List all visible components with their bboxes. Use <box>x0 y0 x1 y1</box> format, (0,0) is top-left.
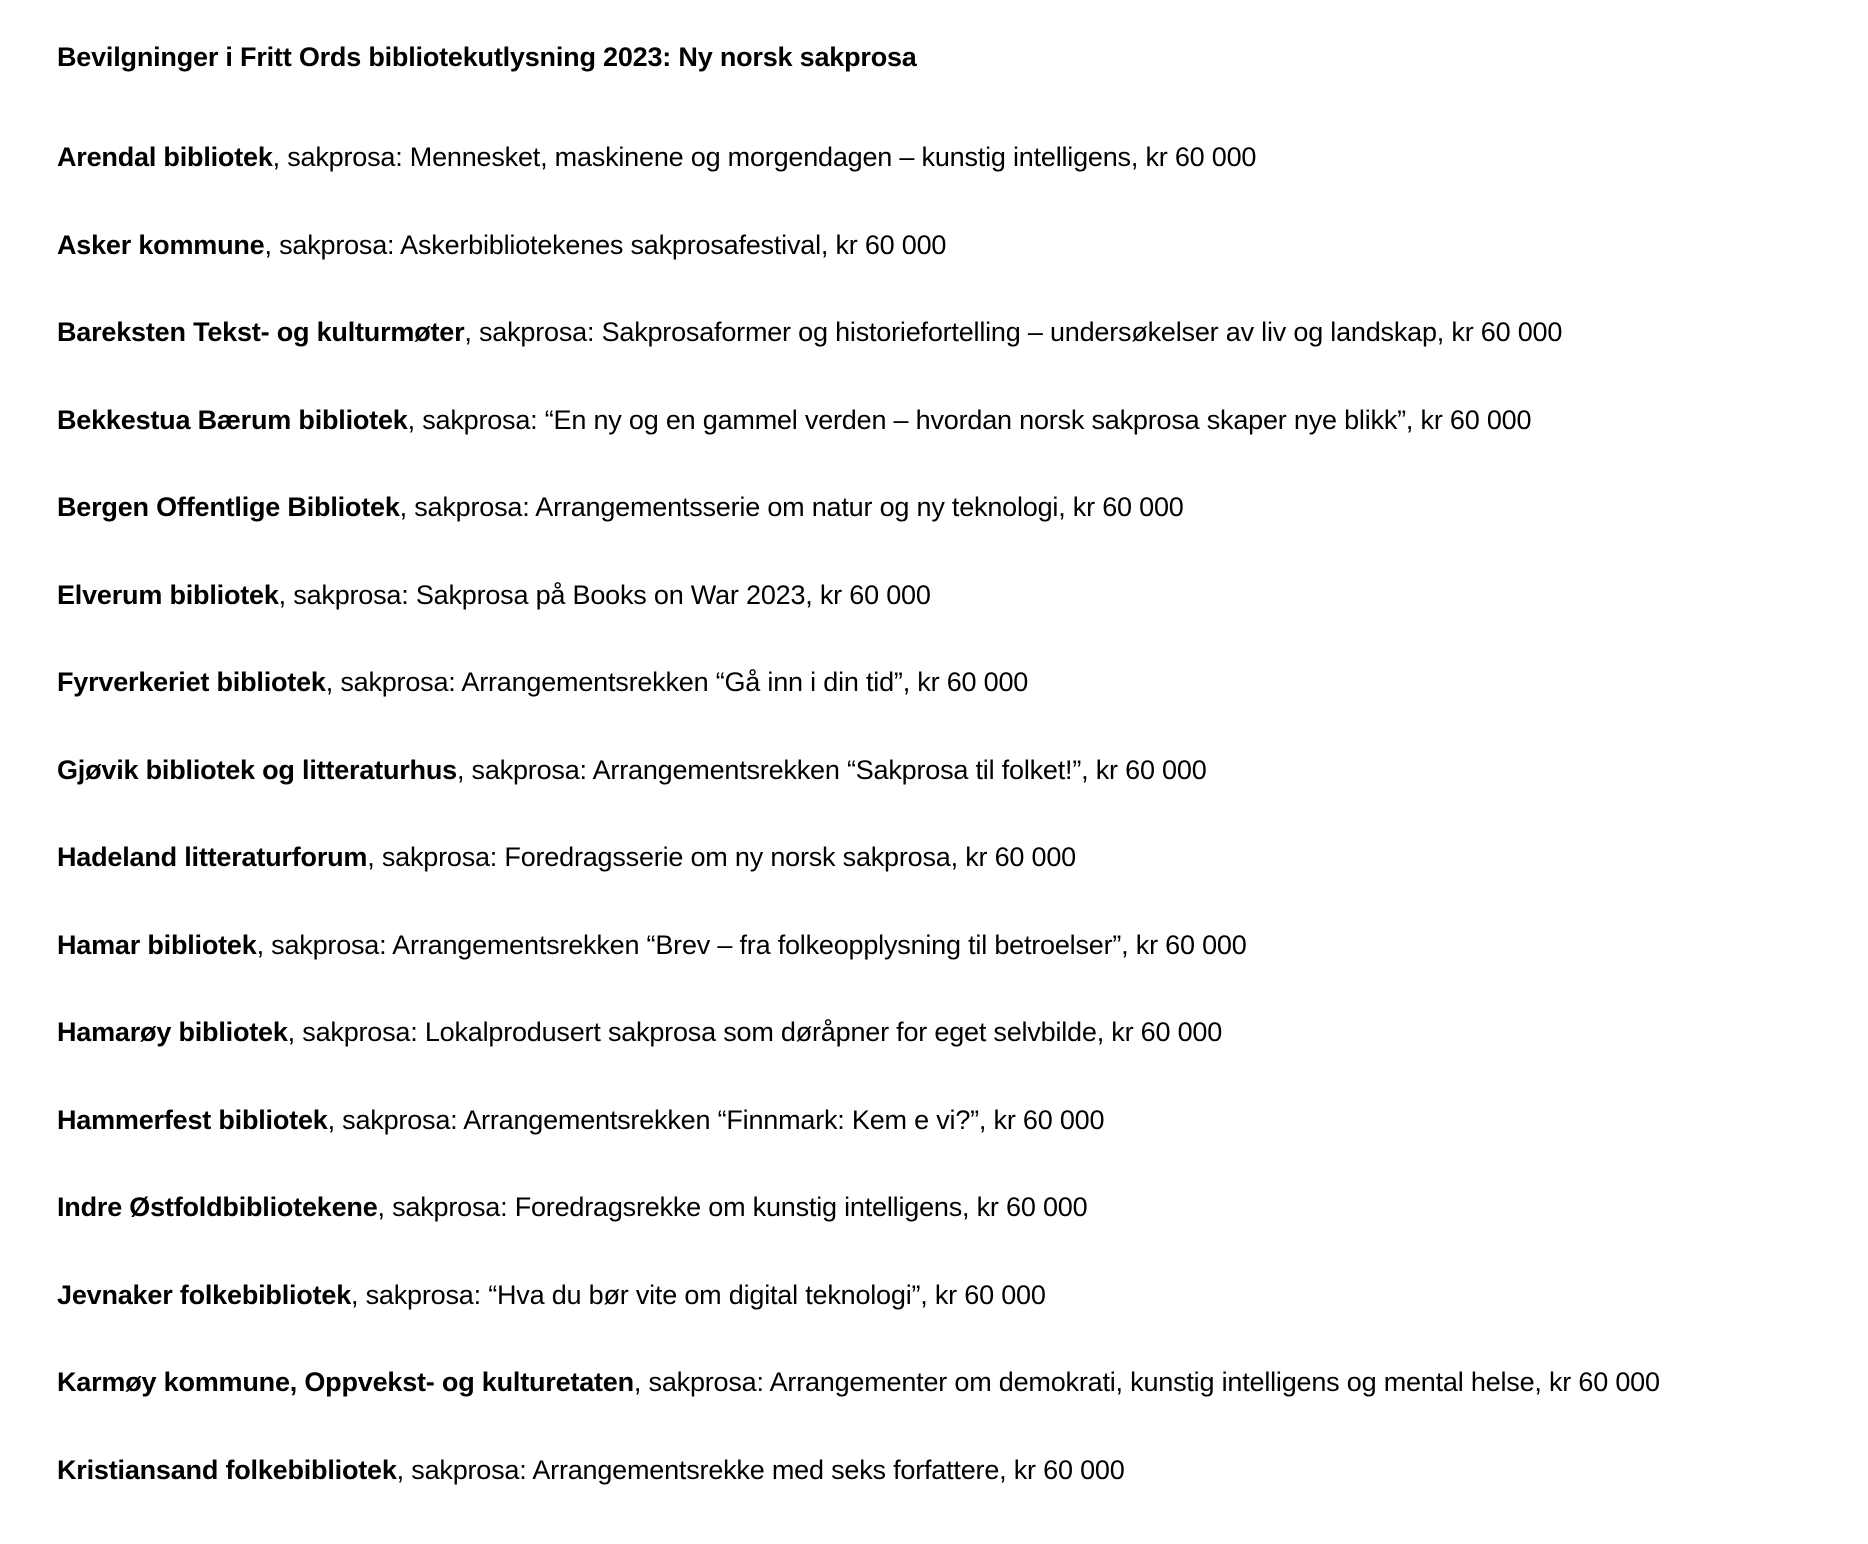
list-item <box>57 573 1707 617</box>
list-item <box>57 1360 1707 1404</box>
grant-recipient: Fyrverkeriet bibliotek <box>57 667 326 697</box>
grant-description: , sakprosa: Arrangementsrekke med seks forfattere, kr 60 000 <box>396 1454 1125 1485</box>
grant-recipient: Elverum bibliotek <box>57 579 279 610</box>
grant-recipient: Karmøy kommune, Oppvekst- og kulturetaten <box>57 1367 634 1397</box>
grant-description: , sakprosa: Foredragsserie om ny norsk sakprosa, kr 60 000 <box>367 842 1076 872</box>
grant-recipient: Kristiansand folkebibliotek <box>57 1454 397 1485</box>
grant-description: , sakprosa: Arrangementsrekken “Gå inn i din tid”, kr 60 000 <box>325 667 1029 697</box>
list-item <box>57 1273 1707 1317</box>
list-item <box>57 923 1707 967</box>
list-item <box>57 310 1707 354</box>
grant-description: , sakprosa: Sakprosaformer og historiefortelling – undersøkelser av liv og landskap, kr 60 000 <box>464 317 1563 347</box>
list-item <box>57 1098 1707 1142</box>
grant-recipient: Hadeland litteraturforum <box>57 842 368 872</box>
grant-description: , sakprosa: Lokalprodusert sakprosa som døråpner for eget selvbilde, kr 60 000 <box>287 1017 1223 1047</box>
grant-description: , sakprosa: Foredragsrekke om kunstig intelligens, kr 60 000 <box>377 1192 1088 1222</box>
list-item <box>57 835 1707 879</box>
list-item <box>57 135 1707 179</box>
grant-recipient: Bekkestua Bærum bibliotek <box>57 404 408 435</box>
grant-description: , sakprosa: Arrangementsrekken “Finnmark: Kem e vi?”, kr 60 000 <box>327 1104 1105 1135</box>
list-item <box>57 1185 1707 1229</box>
grant-description: , sakprosa: Askerbibliotekenes sakprosafestival, kr 60 000 <box>264 229 947 260</box>
grant-list <box>57 135 1707 1492</box>
grant-recipient: Hamar bibliotek <box>57 929 257 960</box>
grant-recipient: Indre Østfoldbibliotekene <box>57 1192 378 1222</box>
grant-recipient: Hammerfest bibliotek <box>57 1104 328 1135</box>
grant-description: , sakprosa: Arrangementer om demokrati, kunstig intelligens og mental helse, kr 60 000 <box>633 1367 1660 1397</box>
grant-recipient: Hamarøy bibliotek <box>57 1017 288 1047</box>
grant-description: , sakprosa: Arrangementsrekken “Brev – fra folkeopplysning til betroelser”, kr 60 000 <box>256 929 1247 960</box>
list-item <box>57 485 1707 529</box>
grant-description: , sakprosa: Sakprosa på Books on War 2023, kr 60 000 <box>278 579 931 610</box>
grant-description: , sakprosa: Arrangementsrekken “Sakprosa til folket!”, kr 60 000 <box>456 754 1207 785</box>
grant-description: , sakprosa: “En ny og en gammel verden – hvordan norsk sakprosa skaper nye blikk”, kr 60 000 <box>407 404 1532 435</box>
document-body <box>57 35 1707 1535</box>
list-item <box>57 1448 1707 1492</box>
list-item <box>57 748 1707 792</box>
grant-recipient: Arendal bibliotek <box>57 142 273 172</box>
grant-description: , sakprosa: Mennesket, maskinene og morgendagen – kunstig intelligens, kr 60 000 <box>272 142 1257 172</box>
list-item <box>57 1010 1707 1054</box>
grant-recipient: Jevnaker folkebibliotek <box>57 1279 352 1310</box>
grant-recipient: Gjøvik bibliotek og litteraturhus <box>57 754 457 785</box>
list-item <box>57 398 1707 442</box>
list-item <box>57 223 1707 267</box>
grant-description: , sakprosa: Arrangementsserie om natur og ny teknologi, kr 60 000 <box>399 492 1184 522</box>
grant-recipient: Asker kommune <box>57 229 265 260</box>
grant-recipient: Bergen Offentlige Bibliotek <box>57 492 400 522</box>
grant-recipient: Bareksten Tekst- og kulturmøter <box>57 317 465 347</box>
grant-description: , sakprosa: “Hva du bør vite om digital teknologi”, kr 60 000 <box>351 1279 1046 1310</box>
list-item <box>57 660 1707 704</box>
page-title: Bevilgninger i Fritt Ords bibliotekutlysning 2023: Ny norsk sakprosa <box>57 42 917 72</box>
